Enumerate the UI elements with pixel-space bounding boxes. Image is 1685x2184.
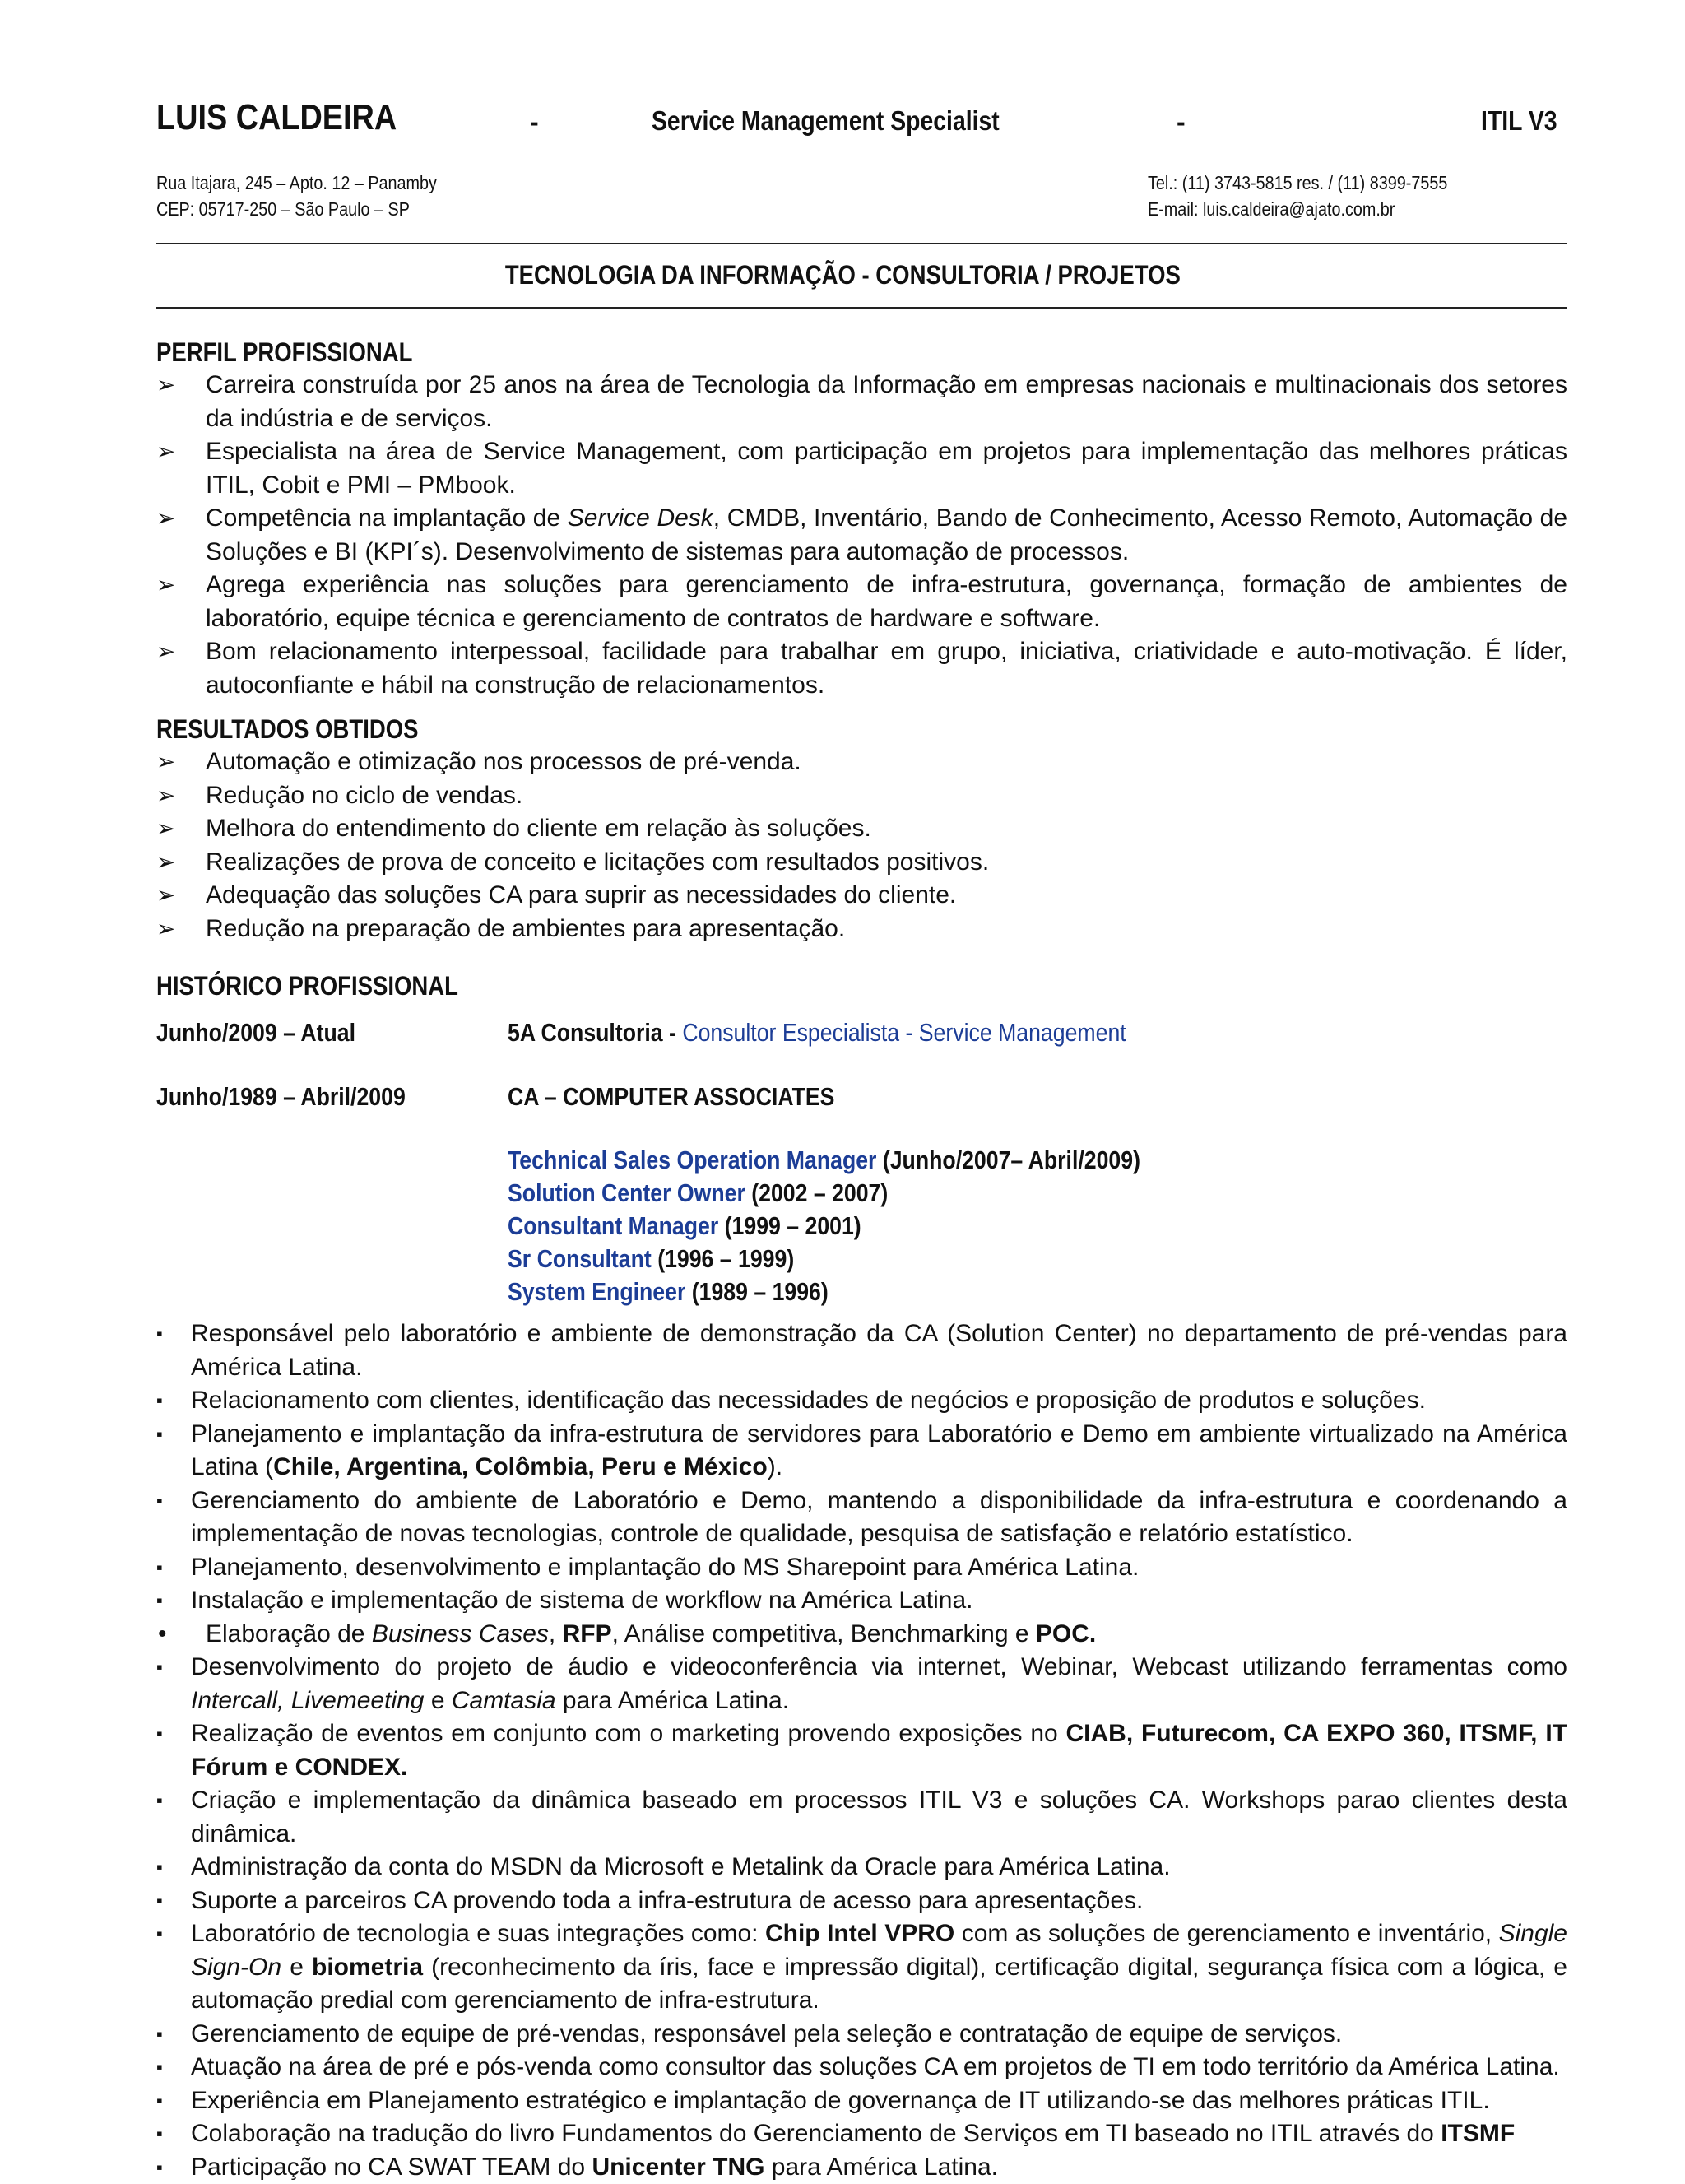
address-line: Rua Itajara, 245 – Apto. 12 – Panamby: [156, 170, 437, 196]
list-item: ➢ Agrega experiência nas soluções para gerenciamento de infra-estrutura, governança, formação de ambientes de laboratório, equipe técnica e gerenciamento de contratos de hardware e software.: [156, 569, 1567, 635]
arrow-bullet-icon: ➢: [156, 913, 175, 946]
square-bullet-icon: ▪: [156, 1884, 163, 1918]
arrow-bullet-icon: ➢: [156, 812, 175, 846]
list-item: ▪ Colaboração na tradução do livro Fundamentos do Gerenciamento de Serviços em TI baseado no ITIL através do ITSMF: [156, 2117, 1567, 2151]
square-bullet-icon: ▪: [156, 1917, 163, 1951]
list-item: ▪ Participação no CA SWAT TEAM do Unicenter TNG para América Latina.: [156, 2151, 1567, 2184]
list-item: ➢ Redução no ciclo de vendas.: [156, 779, 1567, 813]
header-separator: -: [530, 107, 539, 137]
role-entry: Technical Sales Operation Manager (Junho/2007– Abril/2009): [508, 1144, 1243, 1177]
dot-bullet-icon: •: [158, 1618, 167, 1652]
role-entry: Solution Center Owner (2002 – 2007): [508, 1177, 1243, 1210]
list-item: ➢ Competência na implantação de Service Desk, CMDB, Inventário, Bando de Conhecimento, Acesso Remoto, Automação de Soluções e BI (KPI´s). Desenvolvimento de sistemas para automação de processos.: [156, 502, 1567, 569]
header-separator: -: [1177, 107, 1186, 137]
square-bullet-icon: ▪: [156, 2051, 163, 2084]
list-item: ▪ Administração da conta do MSDN da Microsoft e Metalink da Oracle para América Latina.: [156, 1851, 1567, 1884]
candidate-role: Service Management Specialist: [652, 105, 1056, 137]
job-roles: [508, 1144, 1243, 1308]
list-item: ➢ Carreira construída por 25 anos na área de Tecnologia da Informação em empresas nacionais e multinacionais dos setores da indústria e de serviços.: [156, 369, 1567, 435]
list-item: ➢ Bom relacionamento interpessoal, facilidade para trabalhar em grupo, iniciativa, criatividade e auto-motivação. É líder, autoconfiante e hábil na construção de relacionamentos.: [156, 635, 1567, 702]
list-item: ▪ Realização de eventos em conjunto com o marketing provendo exposições no CIAB, Futurecom, CA EXPO 360, ITSMF, IT Fórum e CONDEX.: [156, 1717, 1567, 1784]
address-block: [156, 170, 482, 222]
arrow-bullet-icon: ➢: [156, 369, 175, 402]
square-bullet-icon: ▪: [156, 1784, 163, 1818]
list-item: ➢ Redução na preparação de ambientes para apresentação.: [156, 913, 1567, 946]
square-bullet-icon: ▪: [156, 1551, 163, 1585]
job-date: Junho/1989 – Abril/2009: [156, 1082, 446, 1112]
list-item: ▪ Criação e implementação da dinâmica baseado em processos ITIL V3 e soluções CA. Workshops parao clientes desta dinâmica.: [156, 1784, 1567, 1851]
professional-area: TECNOLOGIA DA INFORMAÇÃO - CONSULTORIA / PROJETOS: [0, 260, 1685, 290]
square-bullet-icon: ▪: [156, 1418, 163, 1452]
list-item: ▪ Gerenciamento de equipe de pré-vendas, responsável pela seleção e contratação de equipe de serviços.: [156, 2018, 1567, 2052]
profile-list: [156, 369, 1567, 702]
candidate-name: LUIS CALDEIRA: [156, 97, 436, 138]
list-item: ▪ Desenvolvimento do projeto de áudio e videoconferência via internet, Webinar, Webcast utilizando ferramentas como Intercall, Livemeeting e Camtasia para América Latina.: [156, 1651, 1567, 1717]
arrow-bullet-icon: ➢: [156, 846, 175, 880]
address-line: CEP: 05717-250 – São Paulo – SP: [156, 196, 410, 222]
role-entry: Consultant Manager (1999 – 2001): [508, 1210, 1243, 1243]
list-item: ▪ Instalação e implementação de sistema de workflow na América Latina.: [156, 1584, 1567, 1618]
square-bullet-icon: ▪: [156, 1651, 163, 1684]
arrow-bullet-icon: ➢: [156, 879, 175, 913]
email[interactable]: E-mail: luis.caldeira@ajato.com.br: [1148, 196, 1395, 222]
list-item: ➢ Realizações de prova de conceito e licitações com resultados positivos.: [156, 846, 1567, 880]
square-bullet-icon: ▪: [156, 1584, 163, 1618]
square-bullet-icon: ▪: [156, 2151, 163, 2184]
arrow-bullet-icon: ➢: [156, 569, 175, 602]
list-item: ▪ Relacionamento com clientes, identificação das necessidades de negócios e proposição de produtos e soluções.: [156, 1384, 1567, 1418]
job-date: Junho/2009 – Atual: [156, 1018, 388, 1048]
arrow-bullet-icon: ➢: [156, 435, 175, 469]
role-entry: Sr Consultant (1996 – 1999): [508, 1243, 1243, 1276]
square-bullet-icon: ▪: [156, 1717, 163, 1751]
results-list: [156, 746, 1567, 946]
role-entry: System Engineer (1989 – 1996): [508, 1276, 1243, 1308]
square-bullet-icon: ▪: [156, 1485, 163, 1518]
square-bullet-icon: ▪: [156, 2018, 163, 2052]
list-item: ▪ Planejamento e implantação da infra-estrutura de servidores para Laboratório e Demo em ambiente virtualizado na América Latina (Chile, Argentina, Colômbia, Peru e México).: [156, 1418, 1567, 1485]
square-bullet-icon: ▪: [156, 2084, 163, 2118]
list-item: ▪ Responsável pelo laboratório e ambiente de demonstração da CA (Solution Center) no departamento de pré-vendas para América Latina.: [156, 1317, 1567, 1384]
list-item: • Elaboração de Business Cases, RFP, Análise competitiva, Benchmarking e POC.: [156, 1618, 1567, 1652]
arrow-bullet-icon: ➢: [156, 502, 175, 536]
contact-block: [1148, 170, 1497, 222]
list-item: ▪ Atuação na área de pré e pós-venda como consultor das soluções CA em projetos de TI em todo território da América Latina.: [156, 2051, 1567, 2084]
square-bullet-icon: ▪: [156, 2117, 163, 2151]
square-bullet-icon: ▪: [156, 1851, 163, 1884]
section-title-profile: PERFIL PROFISSIONAL: [156, 337, 454, 368]
divider: [156, 243, 1567, 244]
list-item: ▪ Planejamento, desenvolvimento e implantação do MS Sharepoint para América Latina.: [156, 1551, 1567, 1585]
list-item: ➢ Adequação das soluções CA para suprir as necessidades do cliente.: [156, 879, 1567, 913]
square-bullet-icon: ▪: [156, 1384, 163, 1418]
list-item: ▪ Laboratório de tecnologia e suas integrações como: Chip Intel VPRO com as soluções de gerenciamento e inventário, Single Sign-On e biometria (reconhecimento da íris, face e impressão digital), certificação digital, segurança física com a lógica, e automação predial com gerenciamento de infra-estrutura.: [156, 1917, 1567, 2018]
responsibilities-list: [156, 1317, 1567, 2184]
section-title-results: RESULTADOS OBTIDOS: [156, 714, 461, 745]
list-item: ▪ Experiência em Planejamento estratégico e implantação de governança de IT utilizando-se das melhores práticas ITIL.: [156, 2084, 1567, 2118]
list-item: ▪ Suporte a parceiros CA provendo toda a infra-estrutura de acesso para apresentações.: [156, 1884, 1567, 1918]
list-item: ➢ Automação e otimização nos processos de pré-venda.: [156, 746, 1567, 779]
certification: ITIL V3: [1481, 105, 1570, 137]
arrow-bullet-icon: ➢: [156, 635, 175, 669]
arrow-bullet-icon: ➢: [156, 746, 175, 779]
job-entry: CA – COMPUTER ASSOCIATES: [508, 1082, 888, 1112]
square-bullet-icon: ▪: [156, 1317, 163, 1351]
phone: Tel.: (11) 3743-5815 res. / (11) 8399-7555: [1148, 170, 1447, 196]
arrow-bullet-icon: ➢: [156, 779, 175, 813]
list-item: ▪ Gerenciamento do ambiente de Laboratório e Demo, mantendo a disponibilidade da infra-estrutura e coordenando a implementação de novas tecnologias, controle de qualidade, pesquisa de satisfação e relatório estatístico.: [156, 1485, 1567, 1551]
list-item: ➢ Melhora do entendimento do cliente em relação às soluções.: [156, 812, 1567, 846]
section-title-history: HISTÓRICO PROFISSIONAL: [156, 971, 508, 1001]
list-item: ➢ Especialista na área de Service Management, com participação em projetos para implementação das melhores práticas ITIL, Cobit e PMI – PMbook.: [156, 435, 1567, 502]
job-entry: 5A Consultoria - Consultor Especialista - Service Management: [508, 1018, 1227, 1048]
divider: [156, 307, 1567, 309]
